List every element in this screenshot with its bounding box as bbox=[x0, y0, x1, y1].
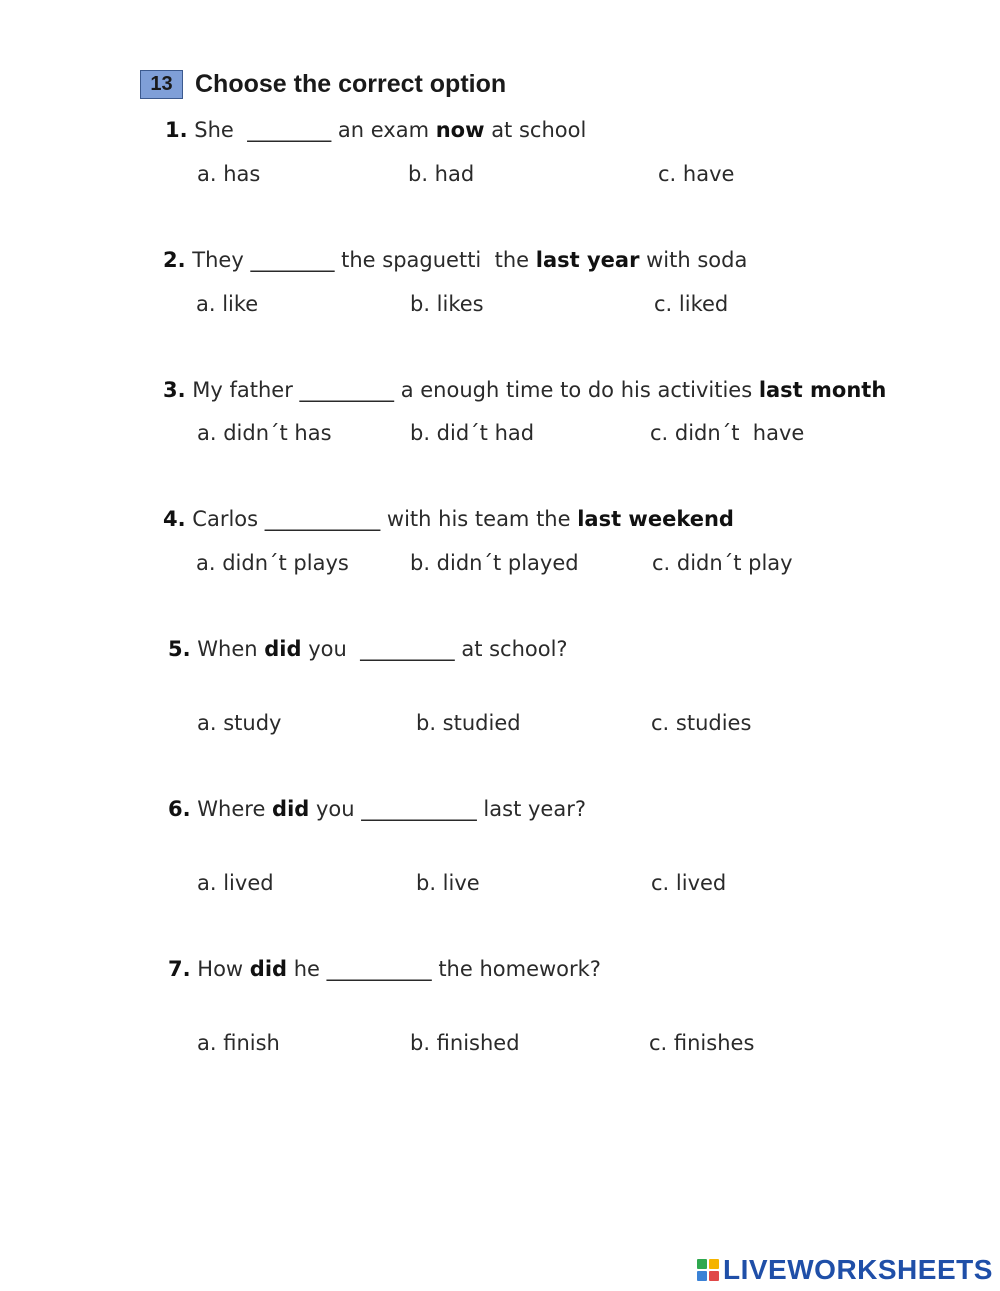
question-4: 4. Carlos ___________ with his team the last weekend bbox=[163, 507, 734, 531]
option-3b[interactable]: b. did´t had bbox=[410, 421, 535, 445]
option-4b[interactable]: b. didn´t played bbox=[410, 551, 579, 575]
option-4c[interactable]: c. didn´t play bbox=[652, 551, 793, 575]
option-1a[interactable]: a. has bbox=[197, 162, 261, 186]
option-7c[interactable]: c. finishes bbox=[649, 1031, 755, 1055]
option-3a[interactable]: a. didn´t has bbox=[197, 421, 332, 445]
answer-blank[interactable]: ________ bbox=[250, 248, 335, 272]
option-7b[interactable]: b. finished bbox=[410, 1031, 520, 1055]
answer-blank[interactable]: ________ bbox=[247, 118, 332, 142]
option-2c[interactable]: c. liked bbox=[654, 292, 729, 316]
liveworksheets-logo bbox=[697, 1254, 993, 1286]
option-1b[interactable]: b. had bbox=[408, 162, 475, 186]
question-5: 5. When did you _________ at school? bbox=[168, 637, 568, 661]
option-2a[interactable]: a. like bbox=[196, 292, 259, 316]
question-number: 4. bbox=[163, 507, 186, 531]
exercise-number-badge: 13 bbox=[140, 70, 183, 99]
option-6c[interactable]: c. lived bbox=[651, 871, 727, 895]
option-2b[interactable]: b. likes bbox=[410, 292, 484, 316]
answer-blank[interactable]: _________ bbox=[299, 378, 395, 402]
answer-blank[interactable]: __________ bbox=[326, 957, 432, 981]
question-number: 2. bbox=[163, 248, 186, 272]
logo-blocks-icon bbox=[697, 1259, 719, 1281]
option-3c[interactable]: c. didn´t have bbox=[650, 421, 805, 445]
question-number: 5. bbox=[168, 637, 191, 661]
exercise-header bbox=[140, 70, 506, 99]
option-6b[interactable]: b. live bbox=[416, 871, 480, 895]
question-6: 6. Where did you ___________ last year? bbox=[168, 797, 586, 821]
question-2: 2. They ________ the spaguetti the last year with soda bbox=[163, 248, 748, 272]
option-1c[interactable]: c. have bbox=[658, 162, 735, 186]
question-number: 3. bbox=[163, 378, 186, 402]
question-7: 7. How did he __________ the homework? bbox=[168, 957, 601, 981]
question-number: 1. bbox=[165, 118, 188, 142]
option-6a[interactable]: a. lived bbox=[197, 871, 274, 895]
answer-blank[interactable]: ___________ bbox=[264, 507, 381, 531]
exercise-title: Choose the correct option bbox=[195, 70, 507, 98]
logo-text: LIVEWORKSHEETS bbox=[723, 1254, 993, 1285]
answer-blank[interactable]: _________ bbox=[360, 637, 455, 661]
option-5b[interactable]: b. studied bbox=[416, 711, 521, 735]
option-5c[interactable]: c. studies bbox=[651, 711, 752, 735]
question-1: 1. She ________ an exam now at school bbox=[165, 118, 587, 142]
option-4a[interactable]: a. didn´t plays bbox=[196, 551, 349, 575]
option-5a[interactable]: a. study bbox=[197, 711, 282, 735]
answer-blank[interactable]: ___________ bbox=[361, 797, 477, 821]
option-7a[interactable]: a. finish bbox=[197, 1031, 280, 1055]
question-3: 3. My father _________ a enough time to do his activities last month bbox=[163, 378, 887, 402]
question-number: 7. bbox=[168, 957, 191, 981]
question-number: 6. bbox=[168, 797, 191, 821]
